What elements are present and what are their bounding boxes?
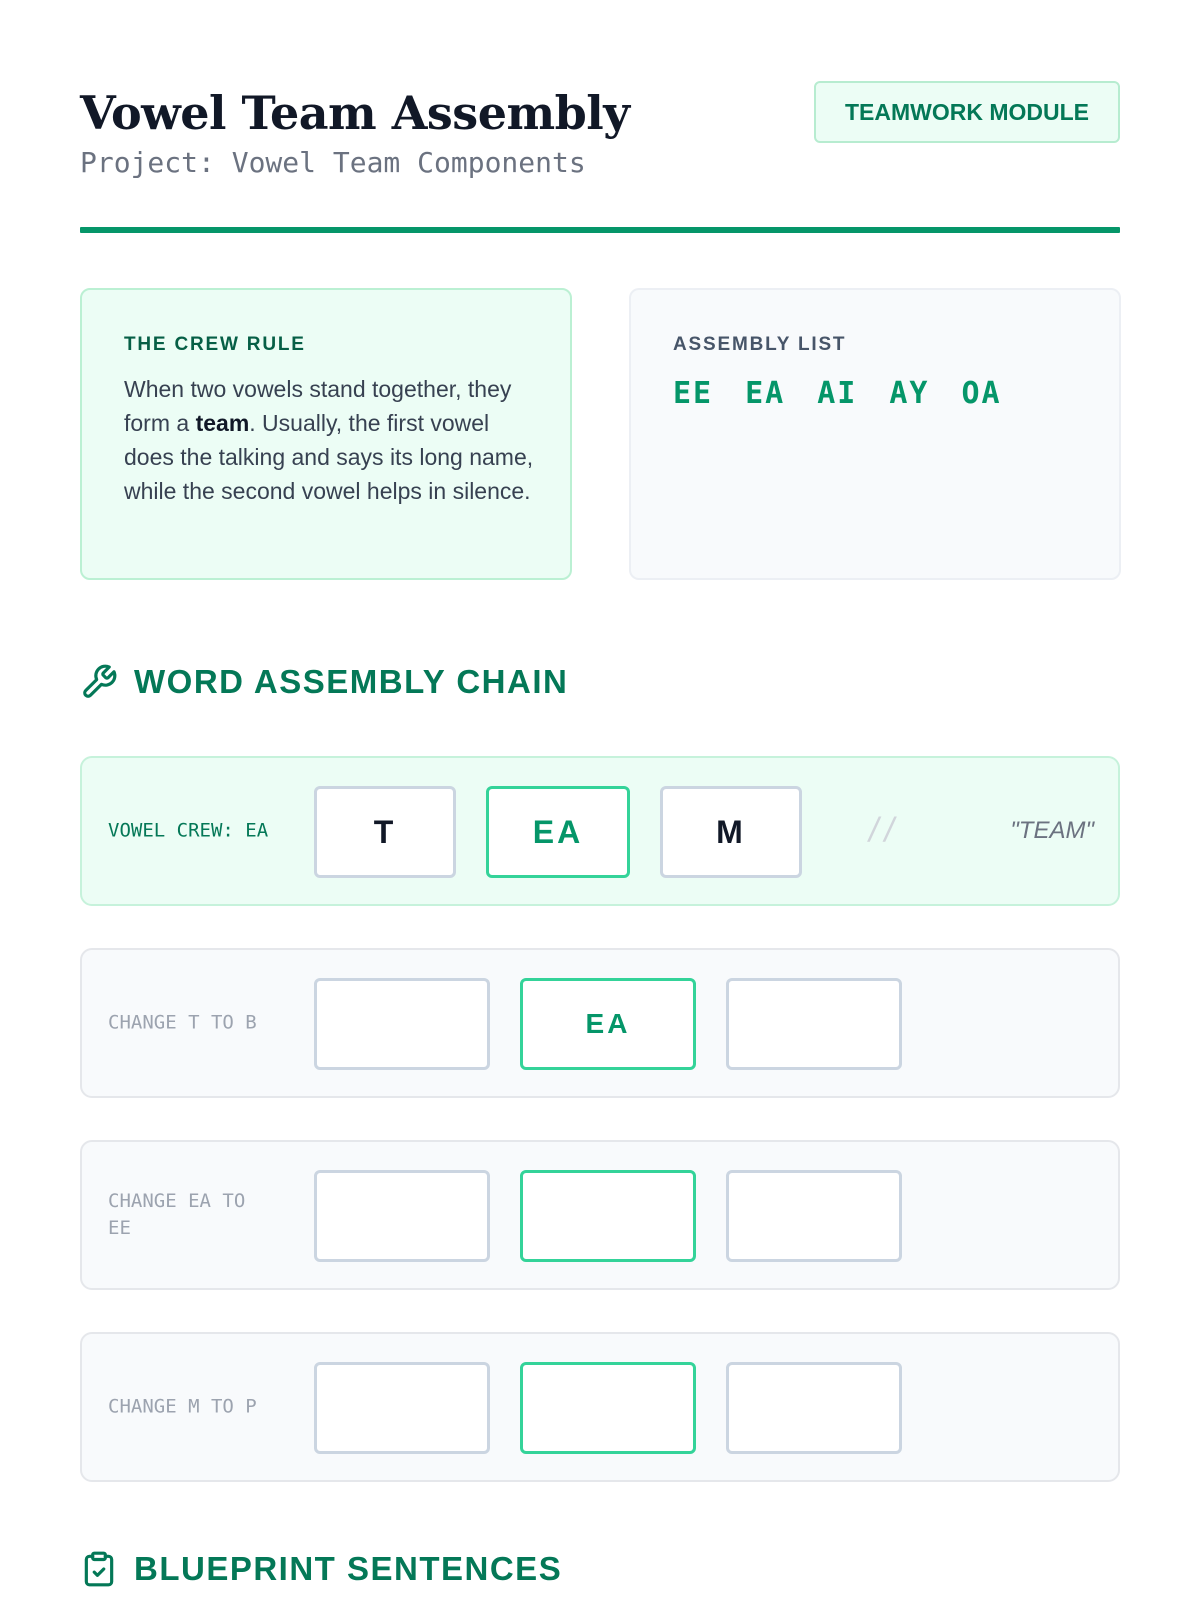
header-divider xyxy=(80,227,1120,233)
crew-rule-heading: THE CREW RULE xyxy=(124,334,306,355)
crew-rule-text-before: When two vowels stand together, they form a xyxy=(124,376,512,436)
project-subtitle: Project: Vowel Team Components xyxy=(80,146,586,179)
assembly-item: AY xyxy=(889,376,930,411)
letter-slot-vowel-team[interactable] xyxy=(520,1170,696,1262)
wrench-icon xyxy=(80,663,118,701)
assembly-item: EE xyxy=(673,376,714,411)
crew-rule-text-bold: team xyxy=(195,410,250,436)
blueprint-sentences-title: BLUEPRINT SENTENCES xyxy=(134,1550,563,1587)
page-title: Vowel Team Assembly xyxy=(80,86,630,140)
letter-slot-consonant[interactable] xyxy=(314,1170,490,1262)
assembly-item: AI xyxy=(817,376,858,411)
assembled-word: "TEAM" xyxy=(1010,817,1094,844)
chain-row-1 xyxy=(80,756,1120,906)
letter-slot-consonant[interactable] xyxy=(726,1170,902,1262)
crew-rule-text-after: . Usually, the first vowel does the talking and says its long name, while the second vowel helps in silence. xyxy=(124,410,534,504)
chain-row-label: VOWEL CREW: EA xyxy=(108,819,269,842)
assembly-list xyxy=(673,376,1034,411)
word-assembly-chain-title: WORD ASSEMBLY CHAIN xyxy=(134,663,569,700)
assembly-list-card xyxy=(629,288,1121,580)
letter-slot-consonant[interactable]: M xyxy=(660,786,802,878)
clipboard-check-icon xyxy=(80,1549,118,1589)
chain-row-3 xyxy=(80,1140,1120,1290)
row-separator: // xyxy=(869,811,900,850)
assembly-item: EA xyxy=(745,376,786,411)
chain-row-label: CHANGE M TO P xyxy=(108,1395,257,1418)
letter-slot-consonant[interactable] xyxy=(726,978,902,1070)
letter-slot-consonant[interactable] xyxy=(726,1362,902,1454)
chain-row-label: CHANGE T TO B xyxy=(108,1011,257,1034)
letter-slot-consonant[interactable] xyxy=(314,978,490,1070)
letter-slot-consonant[interactable]: T xyxy=(314,786,456,878)
crew-rule-text xyxy=(124,372,534,508)
letter-slot-consonant[interactable] xyxy=(314,1362,490,1454)
assembly-item: OA xyxy=(961,376,1002,411)
chain-row-4 xyxy=(80,1332,1120,1482)
module-badge: TEAMWORK MODULE xyxy=(814,81,1120,143)
blueprint-sentences-heading xyxy=(80,1549,562,1589)
page-header xyxy=(80,80,1120,180)
letter-slot-vowel-team[interactable] xyxy=(520,1362,696,1454)
assembly-list-heading: ASSEMBLY LIST xyxy=(673,334,847,355)
word-assembly-chain-heading xyxy=(80,663,568,701)
chain-row-label: CHANGE EA TO EE xyxy=(108,1190,246,1239)
letter-slot-vowel-team[interactable]: EA xyxy=(486,786,630,878)
chain-row-2 xyxy=(80,948,1120,1098)
crew-rule-card xyxy=(80,288,572,580)
letter-slot-vowel-team[interactable]: EA xyxy=(520,978,696,1070)
